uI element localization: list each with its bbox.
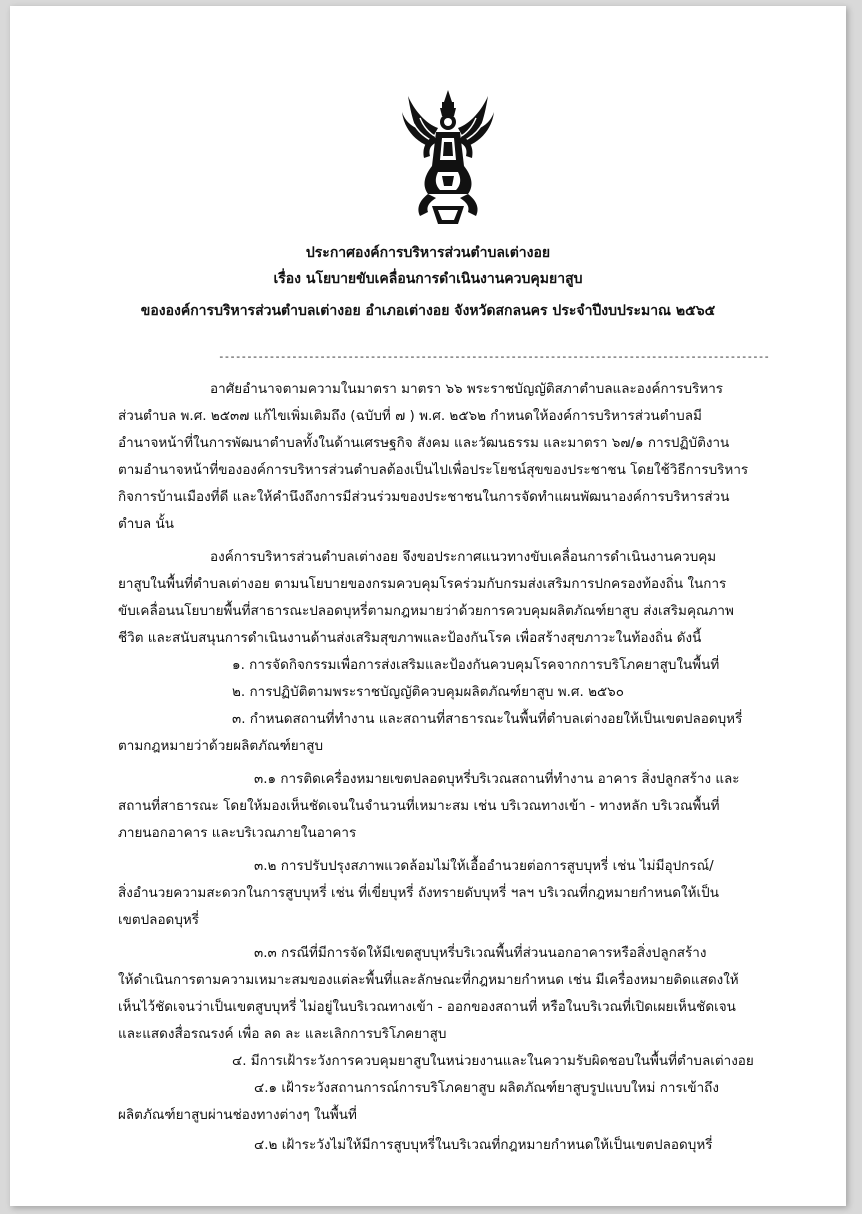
body-line: ตามกฎหมายว่าด้วยผลิตภัณฑ์ยาสูบ [118, 738, 324, 754]
body-line: สถานที่สาธารณะ โดยให้มองเห็นชัดเจนในจำนวนที่เหมาะสม เช่น บริเวณทางเข้า - ทางหลัก บริเวณพื้นที่ [118, 798, 720, 814]
body-line: อำนาจหน้าที่ในการพัฒนาตำบลทั้งในด้านเศรษฐกิจ สังคม และวัฒนธรรม และมาตรา ๖๗/๑ การปฏิบัติงาน [118, 435, 730, 451]
announcement-subject-heading: เรื่อง นโยบายขับเคลื่อนการดำเนินงานควบคุมยาสูบ [273, 271, 583, 287]
body-line: ตำบล นั้น [118, 516, 174, 532]
garuda-emblem-icon [398, 88, 498, 226]
body-line: กิจการบ้านเมืองที่ดี และให้คำนึงถึงการมีส่วนร่วมของประชาชนในการจัดทำแผนพัฒนาองค์การบริหารส่วน [118, 489, 730, 505]
body-line: ส่วนตำบล พ.ศ. ๒๕๓๗ แก้ไขเพิ่มเติมถึง (ฉบับที่ ๗ ) พ.ศ. ๒๕๖๒ กำหนดให้องค์การบริหารส่วนตำบลมี [118, 408, 702, 424]
body-line: เห็นไว้ชัดเจนว่าเป็นเขตสูบบุหรี่ ไม่อยู่ในบริเวณทางเข้า - ออกของสถานที่ หรือในบริเวณที่เปิดเผยเห็นชัดเจน [118, 999, 736, 1015]
announcement-scope-heading: ขององค์การบริหารส่วนตำบลเต่างอย อำเภอเต่างอย จังหวัดสกลนคร ประจำปีงบประมาณ ๒๕๖๕ [140, 303, 716, 319]
body-line: องค์การบริหารส่วนตำบลเต่างอย จึงขอประกาศแนวทางขับเคลื่อนการดำเนินงานควบคุม [210, 549, 717, 565]
body-line: ให้ดำเนินการตามความเหมาะสมของแต่ละพื้นที่และลักษณะที่กฎหมายกำหนด เช่น มีเครื่องหมายติดแสดงให้ [118, 972, 739, 988]
body-line: ยาสูบในพื้นที่ตำบลเต่างอย ตามนโยบายของกรมควบคุมโรคร่วมกับกรมส่งเสริมการปกครองท้องถิ่น ในการ [118, 576, 727, 592]
body-line: ชีวิต และสนับสนุนการดำเนินงานด้านส่งเสริมสุขภาพและป้องกันโรค เพื่อสร้างสุขภาวะในท้องถิ่น ดังนี้ [118, 630, 702, 646]
list-item: ๔.๑ เฝ้าระวังสถานการณ์การบริโภคยาสูบ ผลิตภัณฑ์ยาสูบรูปแบบใหม่ การเข้าถึง [254, 1080, 719, 1096]
list-item: ๓. กำหนดสถานที่ทำงาน และสถานที่สาธารณะในพื้นที่ตำบลเต่างอยให้เป็นเขตปลอดบุหรี่ [232, 711, 743, 727]
body-line: ขับเคลื่อนนโยบายพื้นที่สาธารณะปลอดบุหรี่ตามกฎหมายว่าด้วยการควบคุมผลิตภัณฑ์ยาสูบ ส่งเสริมคุณภาพ [118, 603, 734, 619]
list-item: ๔.๒ เฝ้าระวังไม่ให้มีการสูบบุหรี่ในบริเวณที่กฎหมายกำหนดให้เป็นเขตปลอดบุหรี่ [254, 1137, 713, 1153]
list-item: ๔. มีการเฝ้าระวังการควบคุมยาสูบในหน่วยงานและในความรับผิดชอบในพื้นที่ตำบลเต่างอย [232, 1053, 754, 1069]
body-line: ภายนอกอาคาร และบริเวณภายในอาคาร [118, 825, 357, 841]
body-line: ผลิตภัณฑ์ยาสูบผ่านช่องทางต่างๆ ในพื้นที่ [118, 1107, 357, 1123]
list-item: ๑. การจัดกิจกรรมเพื่อการส่งเสริมและป้องกันควบคุมโรคจากการบริโภคยาสูบในพื้นที่ [232, 657, 720, 673]
divider-line: -------------------------------------------------------------------------------------------------- [218, 350, 770, 363]
body-line: อาศัยอำนาจตามความในมาตรา มาตรา ๖๖ พระราชบัญญัติสภาตำบลและองค์การบริหาร [210, 381, 724, 397]
document-page [10, 6, 846, 1206]
list-item: ๒. การปฏิบัติตามพระราชบัญญัติควบคุมผลิตภัณฑ์ยาสูบ พ.ศ. ๒๕๖๐ [232, 684, 624, 700]
body-line: เขตปลอดบุหรี่ [118, 912, 200, 928]
body-line: ตามอำนาจหน้าที่ขององค์การบริหารส่วนตำบลต้องเป็นไปเพื่อประโยชน์สุขของประชาชน โดยใช้วิธีการบริหาร [118, 462, 749, 478]
announcement-org-heading: ประกาศองค์การบริหารส่วนตำบลเต่างอย [305, 245, 551, 261]
list-item: ๓.๒ การปรับปรุงสภาพแวดล้อมไม่ให้เอื้ออำนวยต่อการสูบบุหรี่ เช่น ไม่มีอุปกรณ์/ [254, 858, 714, 874]
body-line: และแสดงสื่อรณรงค์ เพื่อ ลด ละ และเลิกการบริโภคยาสูบ [118, 1026, 447, 1042]
list-item: ๓.๓ กรณีที่มีการจัดให้มีเขตสูบบุหรี่บริเวณพื้นที่ส่วนนอกอาคารหรือสิ่งปลูกสร้าง [254, 945, 707, 961]
body-line: สิ่งอำนวยความสะดวกในการสูบบุหรี่ เช่น ที่เขี่ยบุหรี่ ถังทรายดับบุหรี่ ฯลฯ บริเวณที่กฎหมายกำหนดให้เป็น [118, 885, 719, 901]
list-item: ๓.๑ การติดเครื่องหมายเขตปลอดบุหรี่บริเวณสถานที่ทำงาน อาคาร สิ่งปลูกสร้าง และ [254, 771, 740, 787]
